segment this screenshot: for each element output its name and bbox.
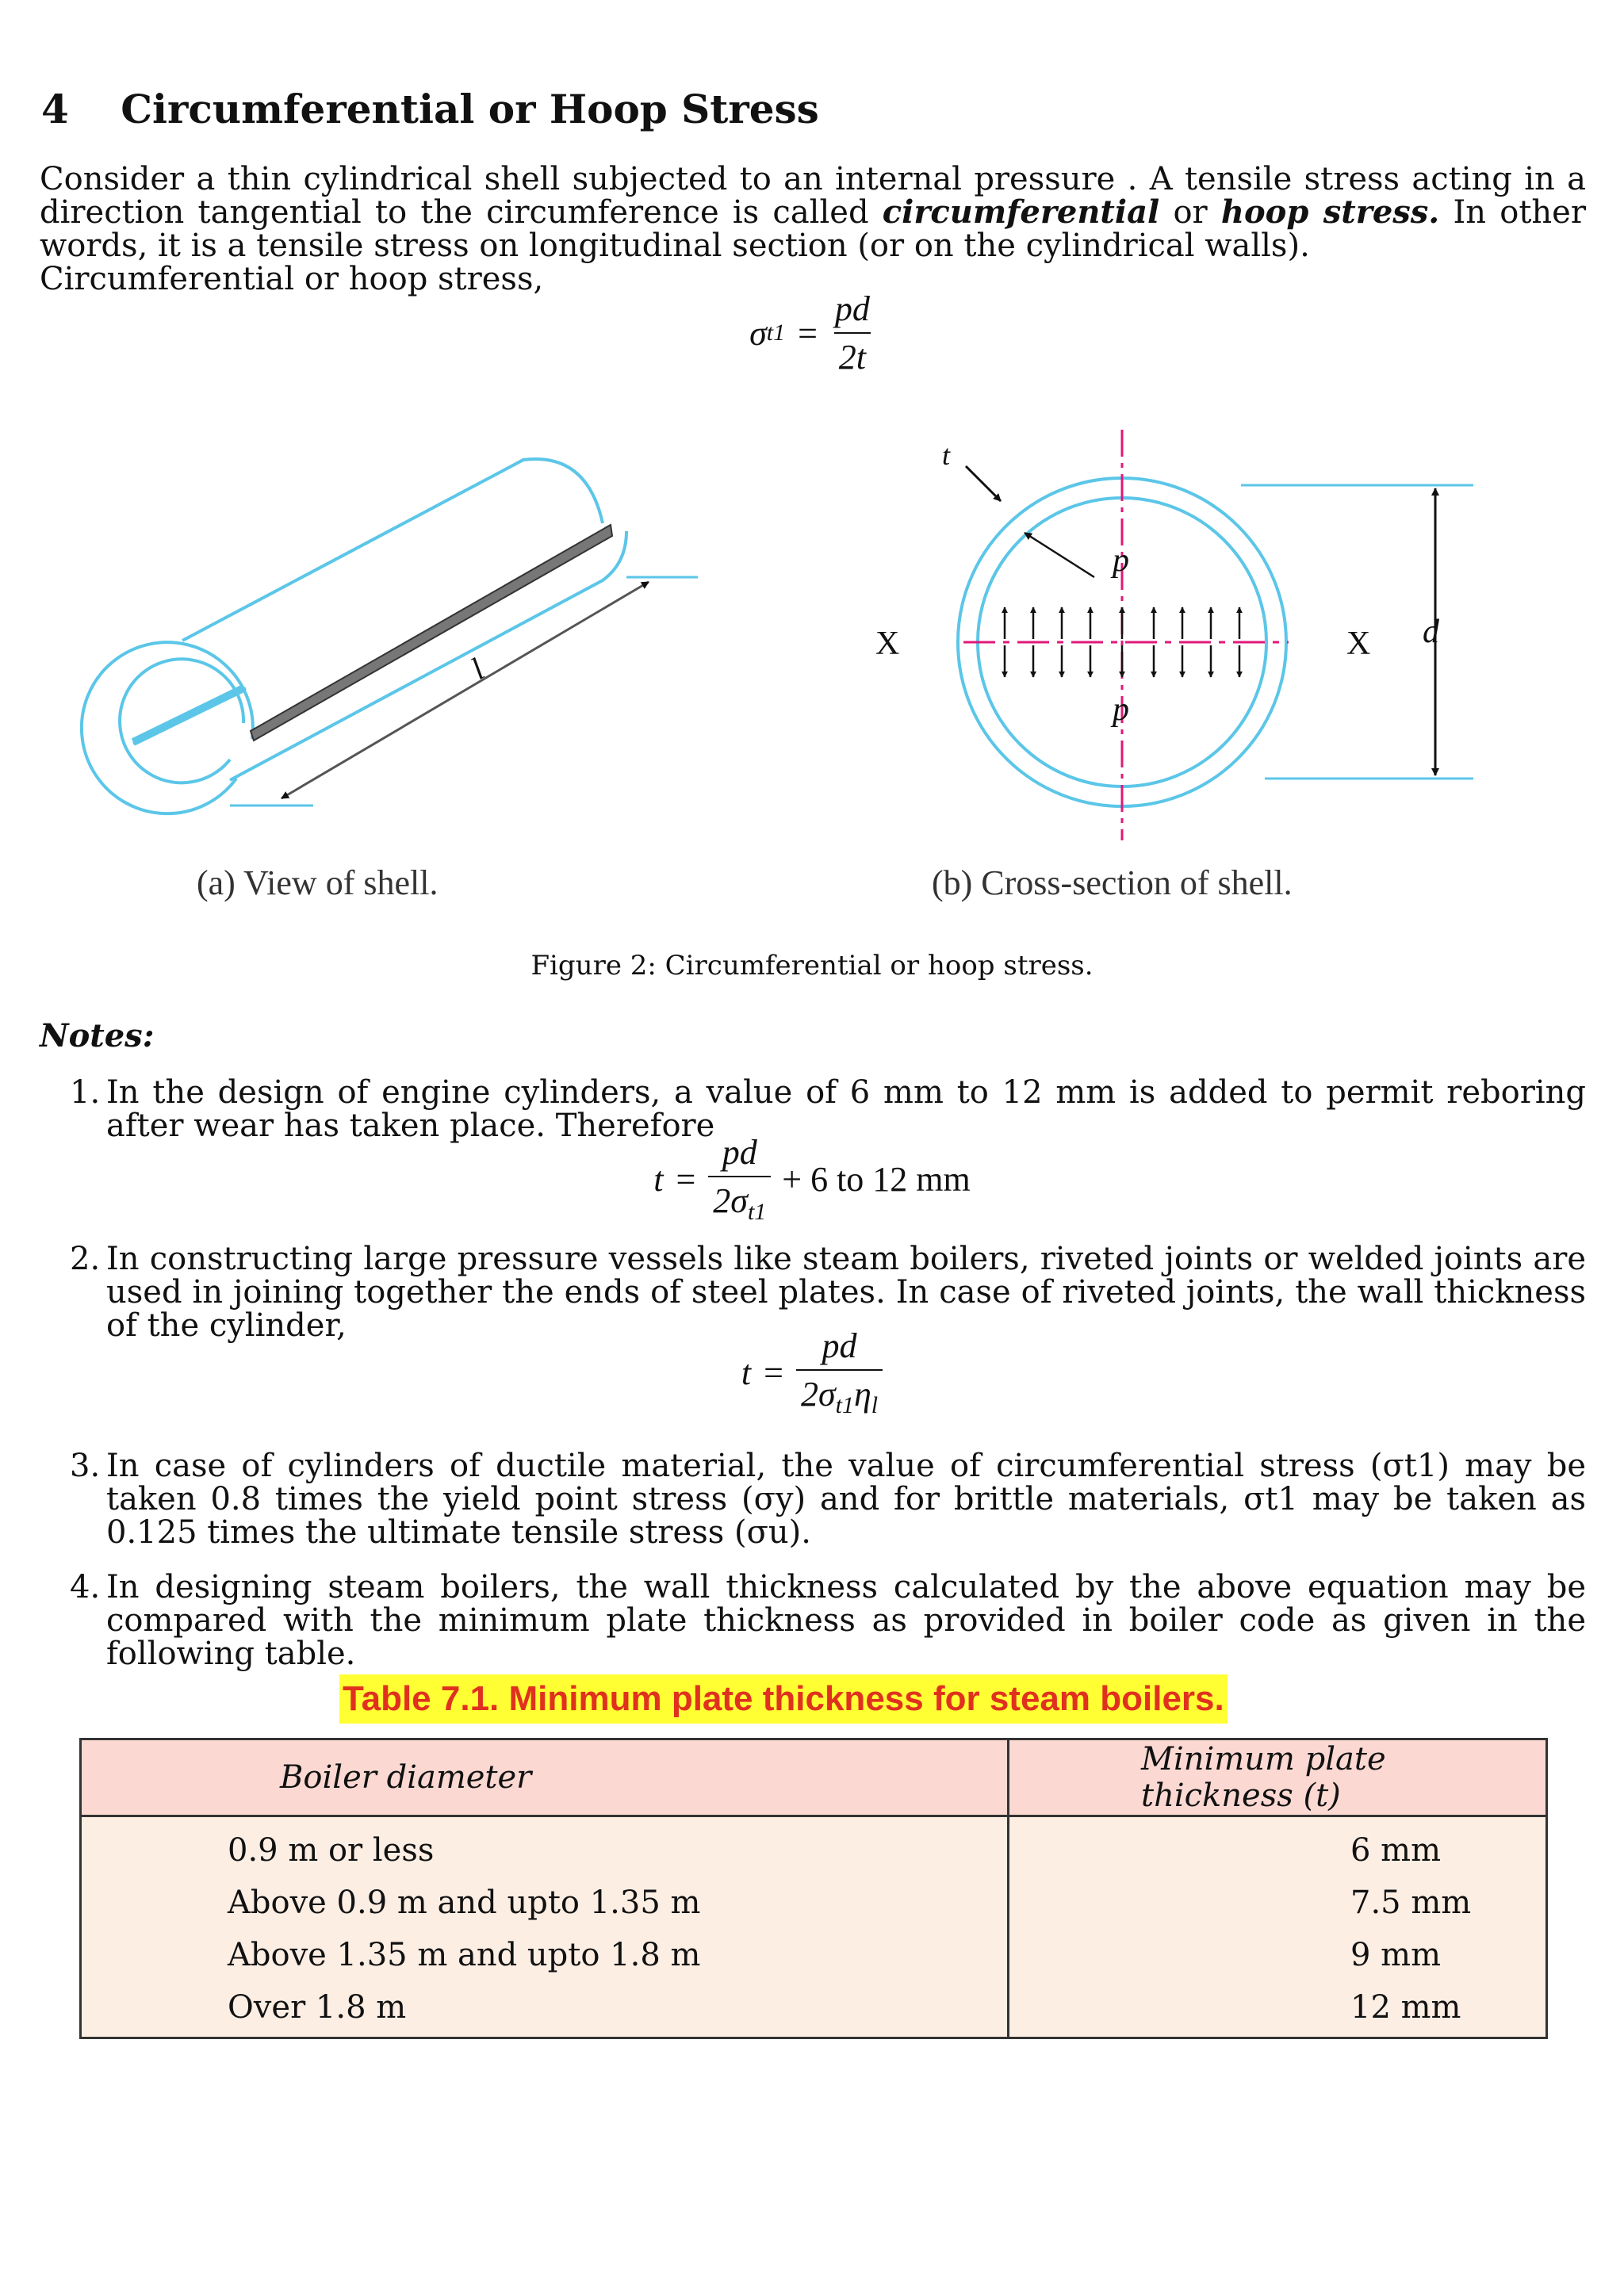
cell-thickness: 7.5 mm: [1350, 1884, 1472, 1921]
eq1-lhs: σ: [749, 313, 767, 353]
eq3-lhs: t: [741, 1353, 752, 1392]
figure-label-a: (a) View of shell.: [197, 863, 439, 902]
intro-line-2: Circumferential or hoop stress,: [40, 261, 544, 297]
hoop-stress-figure: [0, 412, 1624, 983]
eq3-denominator: 2σ: [800, 1375, 836, 1414]
cell-thickness: 9 mm: [1350, 1936, 1442, 1973]
eq2-numerator: pd: [722, 1133, 757, 1173]
length-label-l: l: [465, 651, 491, 687]
diameter-label-d: d: [1423, 614, 1439, 650]
cell-diameter: 0.9 m or less: [82, 1824, 1009, 1877]
header-boiler-diameter: Boiler diameter: [82, 1740, 1009, 1816]
eq1-denominator: 2t: [834, 332, 871, 377]
table-title: Table 7.1. Minimum plate thickness for steam boilers.: [339, 1674, 1228, 1724]
note-3-text: In case of cylinders of ductile material, the value of circumferential stress (σt1) may be taken 0.8 times the yield point stress (σy) and for brittle materials, σt1 may be taken as 0.125 times the ultimate tensile stress (σu).: [106, 1448, 1586, 1551]
cell-diameter: Over 1.8 m: [82, 1981, 1009, 2034]
eq3-eta-sub: l: [871, 1391, 879, 1418]
note-4-text: In designing steam boilers, the wall thickness calculated by the above equation may be compared with the minimum plate thickness as provided in boiler code as given in the following table.: [106, 1569, 1586, 1672]
section-heading: [41, 86, 819, 132]
eq3-numerator: pd: [822, 1326, 857, 1366]
note-1-text: In the design of engine cylinders, a value of 6 mm to 12 mm is added to permit reboring after wear has taken place. Therefore: [106, 1074, 1586, 1144]
eq2-tail: + 6 to 12 mm: [782, 1159, 971, 1199]
note-4-number: 4.: [70, 1569, 101, 1605]
note-2-number: 2.: [70, 1241, 101, 1277]
header-min-plate-thickness: Minimum plate thickness (t): [1009, 1740, 1546, 1816]
shell-cross-section: [875, 430, 1473, 840]
intro-em-circumferential: circumferential: [882, 193, 1160, 231]
table-row: [82, 1929, 1545, 1981]
intro-text-2: In other words, it is a tensile stress on longitudinal section (or on the cylindrical walls).: [40, 194, 1586, 264]
equation-hoop-stress: σ t1 = $\frac{pd}{2t}$: [574, 293, 1050, 373]
eq1-numerator: pd: [834, 289, 870, 328]
cell-thickness: 6 mm: [1350, 1831, 1442, 1869]
shell-view: [82, 459, 698, 813]
equation-riveted-thickness: t = $\frac{pd}{2\sigma_{t1}\eta_l}$: [574, 1329, 1050, 1416]
eq3-denominator-sub: t1: [835, 1391, 854, 1418]
cell-diameter: Above 0.9 m and upto 1.35 m: [82, 1877, 1009, 1929]
pressure-label-bottom: p: [1113, 691, 1129, 728]
cell-diameter: Above 1.35 m and upto 1.8 m: [82, 1929, 1009, 1981]
table-header-row: [82, 1740, 1545, 1816]
intro-em-hoop: hoop stress.: [1220, 193, 1440, 231]
table-row: [82, 1877, 1545, 1929]
figure-caption: Figure 2: Circumferential or hoop stress.: [530, 950, 1094, 982]
table-row: [82, 1981, 1545, 2034]
note-3-number: 3.: [70, 1448, 101, 1484]
note-2-text: In constructing large pressure vessels like steam boilers, riveted joints or welded joints are used in joining together the ends of steel plates. In case of riveted joints, the wall thickness of the cylinder,: [106, 1241, 1586, 1344]
intro-or: or: [1173, 194, 1208, 231]
table-row: [82, 1824, 1545, 1877]
axis-label-x-right: X: [1346, 626, 1371, 662]
eq2-denominator: 2σ: [713, 1181, 748, 1221]
axis-label-x-left: X: [875, 626, 900, 662]
eq2-denominator-sub: t1: [748, 1198, 767, 1225]
section-number: 4: [41, 86, 69, 132]
intro-text-1: Consider a thin cylindrical shell subjected to an internal pressure . A tensile stress acting in a direction tangential to the circumference is called: [40, 161, 1586, 231]
notes-heading: Notes:: [40, 1017, 155, 1054]
section-title: Circumferential or Hoop Stress: [121, 86, 819, 132]
pressure-label-top: p: [1113, 542, 1129, 579]
boiler-thickness-table: [79, 1738, 1548, 2039]
equation-engine-thickness: t = $\frac{pd}{2\sigma_{t1}}$ + 6 to 12 mm: [653, 1133, 971, 1225]
thickness-label-t: t: [942, 439, 951, 471]
eq3-eta: η: [853, 1375, 871, 1414]
eq1-lhs-sub: t1: [766, 320, 786, 346]
figure-label-b: (b) Cross-section of shell.: [932, 863, 1293, 902]
intro-paragraph: [40, 163, 1586, 262]
note-1-number: 1.: [70, 1074, 101, 1111]
cell-thickness: 12 mm: [1350, 1988, 1461, 2026]
eq2-lhs: t: [653, 1159, 664, 1199]
